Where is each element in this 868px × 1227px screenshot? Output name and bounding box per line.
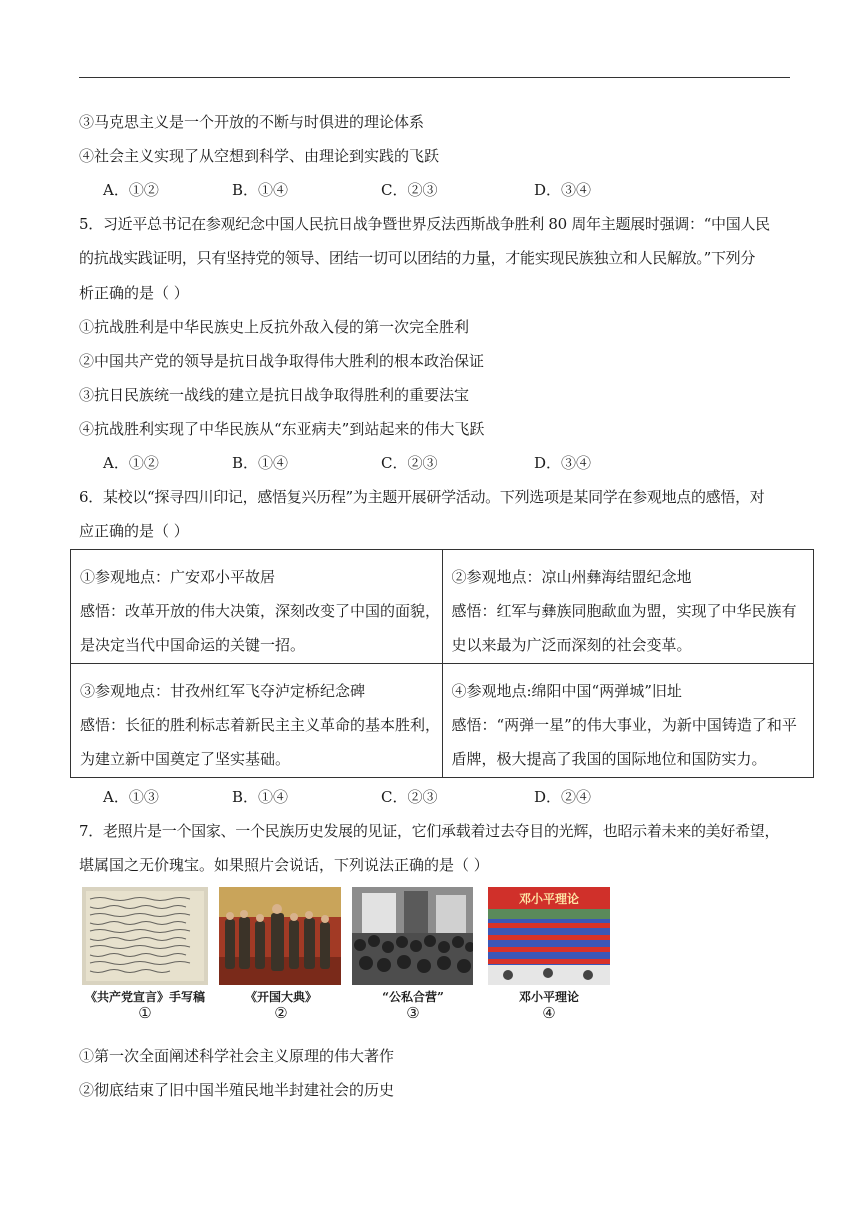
photo-public-private-partnership [352,887,473,985]
q5-item-2: ②中国共产党的领导是抗日战争取得伟大胜利的根本政治保证 [79,352,485,370]
q6-cell-4-insight-2: 盾牌，极大提高了我国的国际地位和国防实力。 [451,750,767,768]
q6-option-a[interactable]: A．①③ [103,788,159,806]
q6-cell-3-insight-2: 为建立新中国奠定了坚实基础。 [80,750,291,768]
q5-stem-line-3: 析正确的是（ ） [79,284,189,302]
q6-option-b[interactable]: B．①④ [232,788,289,806]
q4-option-b[interactable]: B．①④ [232,181,289,199]
q6-visit-table [70,549,814,778]
q7-stem-line-2: 堪属国之无价瑰宝。如果照片会说话，下列说法正确的是（ ） [79,856,489,874]
header-rule [79,77,790,78]
photo-3-number: ③ [406,1004,420,1022]
q5-option-b[interactable]: B．①④ [232,454,289,472]
q5-option-a[interactable]: A．①② [103,454,159,472]
photo-1-caption: 《共产党宣言》手写稿 [84,990,205,1004]
q5-item-3: ③抗日民族统一战线的建立是抗日战争取得胜利的重要法宝 [79,386,470,404]
q6-option-d[interactable]: D．②④ [534,788,592,806]
q6-cell-2-place: ②参观地点：凉山州彝海结盟纪念地 [451,568,692,586]
q4-option-d[interactable]: D．③④ [534,181,592,199]
q5-stem-line-2: 的抗战实践证明，只有坚持党的领导、团结一切可以团结的力量，才能实现民族独立和人民解放。”下列分 [79,249,756,267]
photo-deng-theory-parade [488,887,610,985]
q6-cell-4 [442,664,814,778]
q7-item-2: ②彻底结束了旧中国半殖民地半封建社会的历史 [79,1081,395,1099]
parade-banner-text: 邓小平理论 [518,892,580,906]
photo-manifesto-manuscript [82,887,208,985]
q6-cell-2-insight-2: 史以来最为广泛而深刻的社会变革。 [451,636,692,654]
q6-stem-line-1: 6．某校以“探寻四川印记，感悟复兴历程”为主题开展研学活动。下列选项是某同学在参观地点的感悟，对 [79,488,765,506]
q6-cell-3 [71,664,443,778]
q6-cell-1-place: ①参观地点：广安邓小平故居 [80,568,276,586]
q5-item-1: ①抗战胜利是中华民族史上反抗外敌入侵的第一次完全胜利 [79,318,470,336]
q6-cell-3-place: ③参观地点：甘孜州红军飞夺泸定桥纪念碑 [80,682,366,700]
q4-option-c[interactable]: C．②③ [381,181,438,199]
q5-stem-line-1: 5．习近平总书记在参观纪念中国人民抗日战争暨世界反法西斯战争胜利 80 周年主题展时强调：“中国人民 [79,215,770,233]
q6-stem-line-2: 应正确的是（ ） [79,522,189,540]
q4-item-3: ③马克思主义是一个开放的不断与时俱进的理论体系 [79,113,425,131]
photo-4-number: ④ [542,1004,556,1022]
q4-item-4: ④社会主义实现了从空想到科学、由理论到实践的飞跃 [79,147,440,165]
photo-3-caption: “公私合营” [382,990,444,1004]
q6-cell-1 [71,550,443,664]
photo-2-caption: 《开国大典》 [244,990,317,1004]
q5-option-c[interactable]: C．②③ [381,454,438,472]
photo-1-number: ① [138,1004,152,1022]
q4-option-a[interactable]: A．①② [103,181,159,199]
photo-4-caption: 邓小平理论 [518,990,579,1004]
q6-cell-1-insight-1: 感悟：改革开放的伟大决策，深刻改变了中国的面貌， [80,602,441,620]
photo-2-number: ② [274,1004,288,1022]
q5-option-d[interactable]: D．③④ [534,454,592,472]
q6-cell-3-insight-1: 感悟：长征的胜利标志着新民主主义革命的基本胜利， [80,716,441,734]
q7-item-1: ①第一次全面阐述科学社会主义原理的伟大著作 [79,1047,395,1065]
q6-cell-4-place: ④参观地点:绵阳中国“两弹城”旧址 [451,682,682,700]
q6-cell-4-insight-1: 感悟：“两弹一星”的伟大事业，为新中国铸造了和平 [451,716,797,734]
q6-cell-1-insight-2: 是决定当代中国命运的关键一招。 [80,636,306,654]
photo-founding-ceremony [219,887,341,985]
q6-cell-2-insight-1: 感悟：红军与彝族同胞歃血为盟，实现了中华民族有 [451,602,797,620]
q6-option-c[interactable]: C．②③ [381,788,438,806]
q6-cell-2 [442,550,814,664]
q7-stem-line-1: 7．老照片是一个国家、一个民族历史发展的见证，它们承载着过去夺目的光辉，也昭示着未来的美好希望， [79,822,780,840]
q5-item-4: ④抗战胜利实现了中华民族从“东亚病夫”到站起来的伟大飞跃 [79,420,485,438]
